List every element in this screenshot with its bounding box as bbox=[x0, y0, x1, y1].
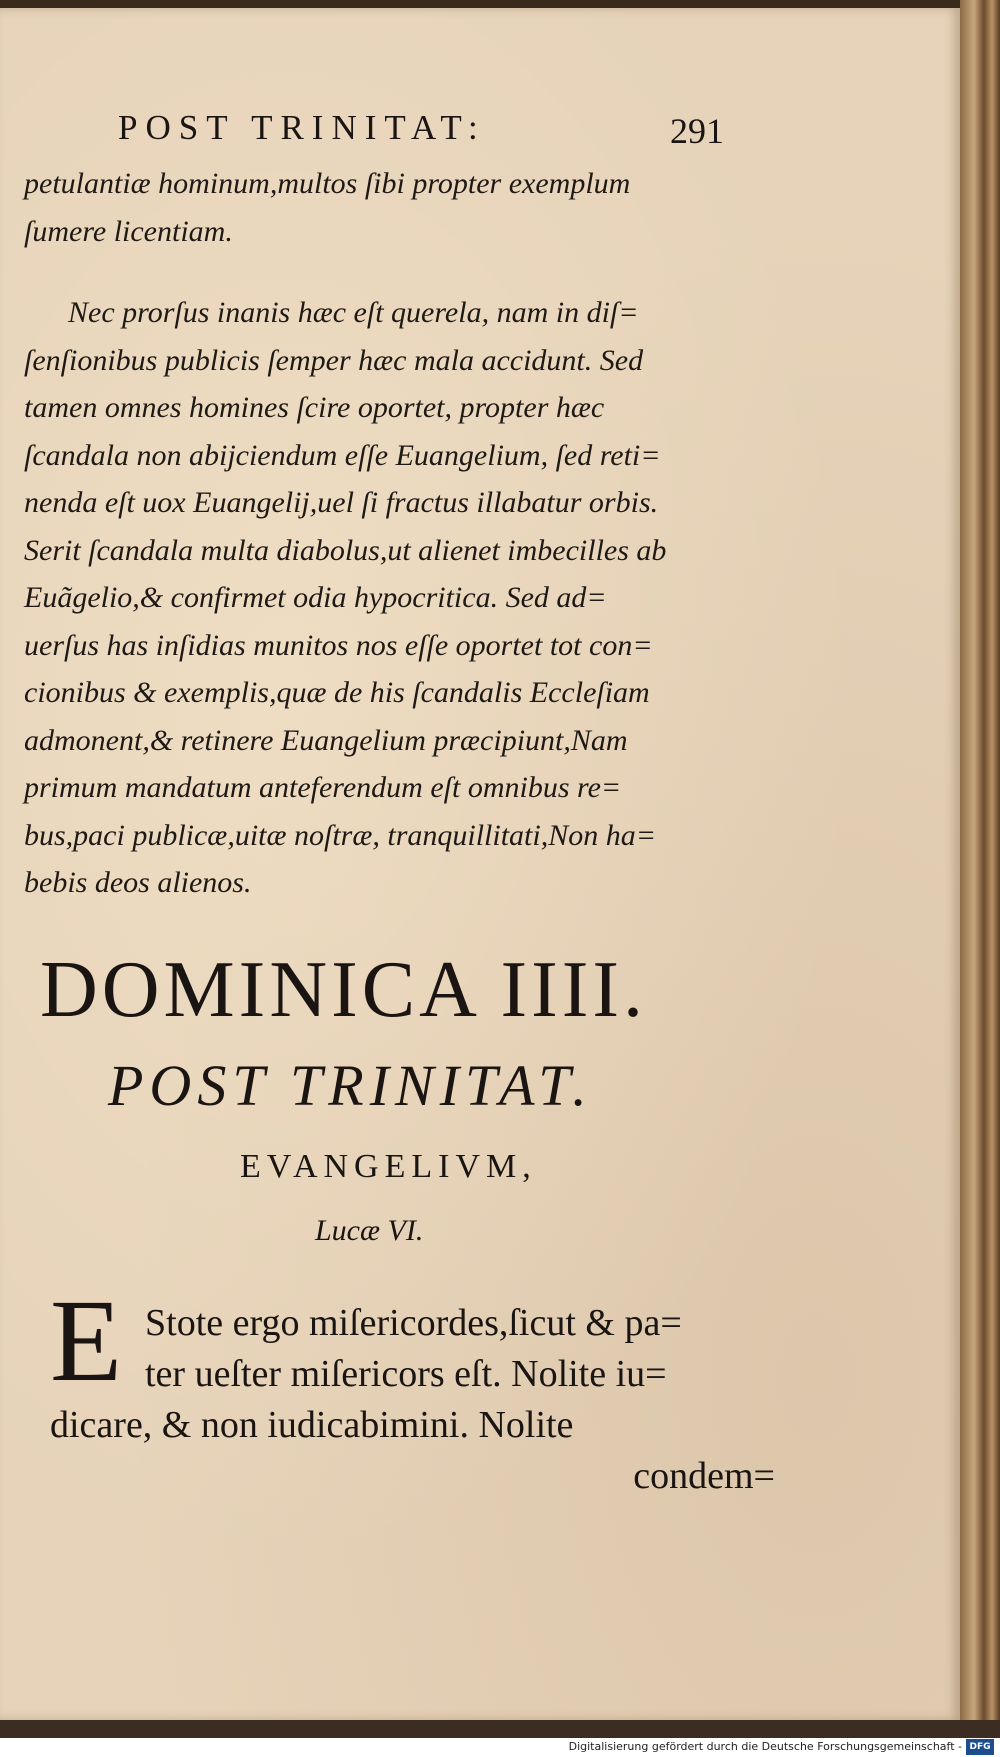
gospel-label: EVANGELIVM, bbox=[240, 1148, 537, 1185]
text-line: ſenſionibus publicis ſemper hæc mala accidunt. Sed bbox=[24, 343, 644, 377]
running-head: POST TRINITAT: bbox=[118, 108, 486, 147]
text-line: petulantiæ hominum,multos ſibi propter exemplum bbox=[24, 167, 631, 200]
body-text bbox=[24, 160, 769, 907]
text-line: bus,paci publicæ,uitæ noſtræ, tranquillitati,Non ha= bbox=[24, 818, 656, 852]
text-line: tamen omnes homines ſcire oportet, propter hæc bbox=[24, 391, 605, 424]
text-line: admonent,& retinere Euangelium præcipiunt,Nam bbox=[24, 723, 628, 757]
gospel-line: dicare, & non iudicabimini. Nolite bbox=[50, 1404, 574, 1446]
section-subtitle: POST TRINITAT. bbox=[108, 1053, 593, 1118]
paragraph-1 bbox=[24, 160, 769, 255]
gospel-line: condem= bbox=[633, 1455, 775, 1497]
paragraph-2 bbox=[24, 289, 769, 907]
text-line: ſumere licentiam. bbox=[24, 214, 233, 248]
gospel-line: Stote ergo miſericordes,ſicut & pa= bbox=[145, 1302, 682, 1344]
drop-capital: E bbox=[50, 1275, 123, 1406]
text-line: uerſus has inſidias munitos nos eſſe oportet tot con= bbox=[24, 628, 653, 662]
section-title: DOMINICA IIII. bbox=[40, 946, 648, 1034]
text-line: ſcandala non abijciendum eſſe Euangelium, ſed reti= bbox=[24, 438, 661, 472]
dfg-logo: DFG bbox=[966, 1739, 994, 1755]
digitization-credit: Digitalisierung gefördert durch die Deutsche Forschungsgemeinschaft - bbox=[568, 1740, 962, 1753]
page-number: 291 bbox=[670, 111, 724, 151]
text-line: cionibus & exemplis,quæ de his ſcandalis Eccleſiam bbox=[24, 676, 650, 709]
text-line: nenda eſt uox Euangelij,uel ſi fractus illabatur orbis. bbox=[24, 486, 659, 519]
text-line: Nec prorſus inanis hæc eſt querela, nam in diſ= bbox=[68, 296, 639, 329]
page-edge bbox=[960, 0, 1000, 1757]
gospel-text bbox=[50, 1298, 775, 1502]
text-line: primum mandatum anteferendum eſt omnibus re= bbox=[24, 771, 622, 804]
text-line: Euãgelio,& confirmet odia hypocritica. Sed ad= bbox=[24, 581, 607, 614]
text-line: bebis deos alienos. bbox=[24, 866, 252, 899]
text-line: Serit ſcandala multa diabolus,ut alienet imbecilles ab bbox=[24, 533, 667, 567]
scripture-reference: Lucæ VI. bbox=[315, 1214, 424, 1247]
gospel-line: ter ueſter miſericors eſt. Nolite iu= bbox=[145, 1353, 667, 1395]
